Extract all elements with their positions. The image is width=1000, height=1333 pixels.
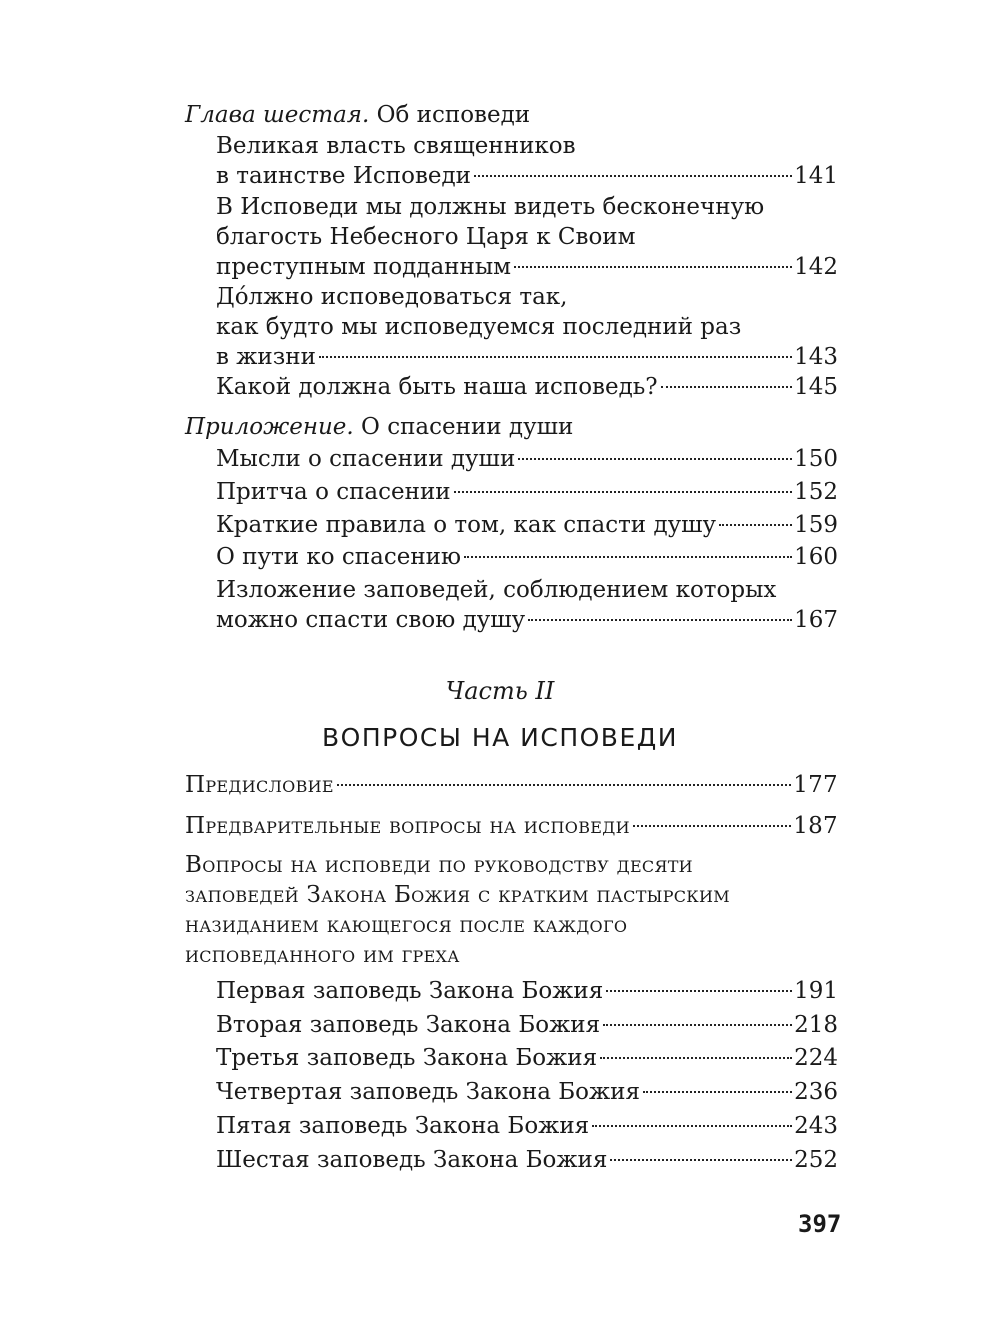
- chapter-title: Об исповеди: [376, 102, 531, 128]
- toc-entry-text: в таинстве Исповеди: [216, 163, 471, 189]
- toc-entry-text: Предварительные вопросы на исповеди: [185, 813, 630, 839]
- toc-page-number: 218: [794, 1012, 838, 1038]
- dot-leader: [633, 825, 791, 827]
- toc-page-number: 191: [794, 978, 838, 1004]
- toc-page-number: 159: [794, 512, 838, 538]
- section-heading-line: заповедей Закона Божия с кратким пастырским: [185, 882, 730, 908]
- toc-entry[interactable]: [216, 192, 838, 282]
- appendix-heading: [185, 412, 573, 442]
- toc-entry[interactable]: [216, 1111, 838, 1141]
- dot-leader: [603, 1024, 792, 1026]
- toc-entry-last-line: [216, 605, 838, 635]
- dot-leader: [454, 491, 792, 493]
- toc-entry-text: Третья заповедь Закона Божия: [216, 1045, 598, 1071]
- dot-leader: [610, 1159, 792, 1161]
- dot-leader: [661, 386, 792, 388]
- toc-entry-last-line: [216, 342, 838, 372]
- toc-entry-last-line: [216, 542, 838, 572]
- toc-entry-last-line: [216, 976, 838, 1006]
- toc-page-number: 177: [793, 772, 838, 798]
- dot-leader: [474, 175, 792, 177]
- section-heading-line: Вопросы на исповеди по руководству десяти: [185, 852, 693, 878]
- toc-page-number: 252: [794, 1147, 838, 1173]
- appendix-prefix: Приложение.: [185, 414, 354, 440]
- toc-page-number: 141: [794, 163, 838, 189]
- toc-entry[interactable]: [216, 282, 838, 372]
- toc-entry-last-line: [216, 252, 838, 282]
- section-heading-line: назиданием кающегося после каждого: [185, 912, 628, 938]
- toc-entry-last-line: [216, 1145, 838, 1175]
- toc-entry-preliminary[interactable]: [185, 811, 838, 841]
- toc-entry-last-line: [216, 1010, 838, 1040]
- toc-entry-preface[interactable]: [185, 770, 838, 800]
- toc-entry-line: благость Небесного Царя к Своим: [216, 224, 636, 250]
- dot-leader: [518, 458, 792, 460]
- toc-page-number: 145: [794, 374, 838, 400]
- dot-leader: [606, 990, 792, 992]
- toc-entry-line: До́лжно исповедоваться так,: [216, 284, 568, 310]
- toc-entry[interactable]: [216, 1010, 838, 1040]
- toc-entry-last-line: [216, 1077, 838, 1107]
- toc-entry[interactable]: [216, 1077, 838, 1107]
- toc-entry-text: Пятая заповедь Закона Божия: [216, 1113, 590, 1139]
- toc-entry-last-line: [216, 161, 838, 191]
- toc-entry-text: Четвертая заповедь Закона Божия: [216, 1079, 641, 1105]
- toc-page-number: 243: [794, 1113, 838, 1139]
- toc-entry-last-line: [216, 510, 838, 540]
- toc-page-number: 224: [794, 1045, 838, 1071]
- toc-entry-text: можно спасти свою душу: [216, 607, 526, 633]
- toc-entry[interactable]: [216, 575, 838, 635]
- appendix-title: О спасении души: [361, 414, 574, 440]
- toc-entry-text: Какой должна быть наша исповедь?: [216, 374, 658, 400]
- toc-entry-last-line: [216, 477, 838, 507]
- dot-leader: [600, 1057, 792, 1059]
- toc-entry-text: Первая заповедь Закона Божия: [216, 978, 604, 1004]
- toc-entry[interactable]: [216, 477, 838, 507]
- toc-page-number: 160: [794, 544, 838, 570]
- toc-entry-last-line: [216, 1043, 838, 1073]
- part-title: ВОПРОСЫ НА ИСПОВЕДИ: [321, 723, 678, 752]
- dot-leader: [337, 784, 791, 786]
- toc-entry[interactable]: [216, 131, 838, 191]
- toc-entry-last-line: [216, 444, 838, 474]
- toc-page-number: 236: [794, 1079, 838, 1105]
- dot-leader: [464, 556, 792, 558]
- toc-entry-last-line: [185, 770, 838, 800]
- toc-entry-line: В Исповеди мы должны видеть бесконечную: [216, 194, 765, 220]
- toc-entry[interactable]: [216, 542, 838, 572]
- toc-entry-text: Предисловие: [185, 772, 334, 798]
- toc-entry[interactable]: [216, 510, 838, 540]
- chapter-prefix: Глава шестая.: [185, 102, 370, 128]
- toc-entry[interactable]: [216, 372, 838, 402]
- toc-page-number: 143: [794, 344, 838, 370]
- toc-entry-text: О пути ко спасению: [216, 544, 462, 570]
- toc-entry[interactable]: [216, 1145, 838, 1175]
- page-folio-number: 397: [798, 1210, 842, 1238]
- toc-entry-last-line: [216, 1111, 838, 1141]
- toc-entry[interactable]: [216, 976, 838, 1006]
- toc-entry-line: как будто мы исповедуемся последний раз: [216, 314, 742, 340]
- chapter-heading: [185, 100, 530, 130]
- toc-entry-text: Мысли о спасении души: [216, 446, 516, 472]
- toc-entry-text: преступным подданным: [216, 254, 512, 280]
- toc-entry-last-line: [216, 372, 838, 402]
- toc-page-number: 167: [794, 607, 838, 633]
- dot-leader: [528, 619, 792, 621]
- toc-entry-line: Изложение заповедей, соблюдением которых: [216, 577, 777, 603]
- dot-leader: [643, 1091, 792, 1093]
- toc-entry[interactable]: [216, 1043, 838, 1073]
- section-heading-line: исповеданного им греха: [185, 942, 460, 968]
- questions-section-heading: [185, 850, 838, 970]
- toc-page-number: 150: [794, 446, 838, 472]
- toc-entry-text: Притча о спасении: [216, 479, 451, 505]
- toc-entry-text: в жизни: [216, 344, 316, 370]
- toc-page-number: 187: [793, 813, 838, 839]
- toc-entry-text: Шестая заповедь Закона Божия: [216, 1147, 608, 1173]
- toc-entry-text: Вторая заповедь Закона Божия: [216, 1012, 601, 1038]
- toc-entry-last-line: [185, 811, 838, 841]
- toc-entry-text: Краткие правила о том, как спасти душу: [216, 512, 717, 538]
- toc-page-number: 142: [794, 254, 838, 280]
- dot-leader: [592, 1125, 792, 1127]
- toc-page-number: 152: [794, 479, 838, 505]
- dot-leader: [319, 356, 792, 358]
- part-label: Часть II: [445, 677, 555, 705]
- dot-leader: [719, 524, 792, 526]
- toc-entry[interactable]: [216, 444, 838, 474]
- toc-entry-line: Великая власть священников: [216, 133, 576, 159]
- dot-leader: [514, 266, 792, 268]
